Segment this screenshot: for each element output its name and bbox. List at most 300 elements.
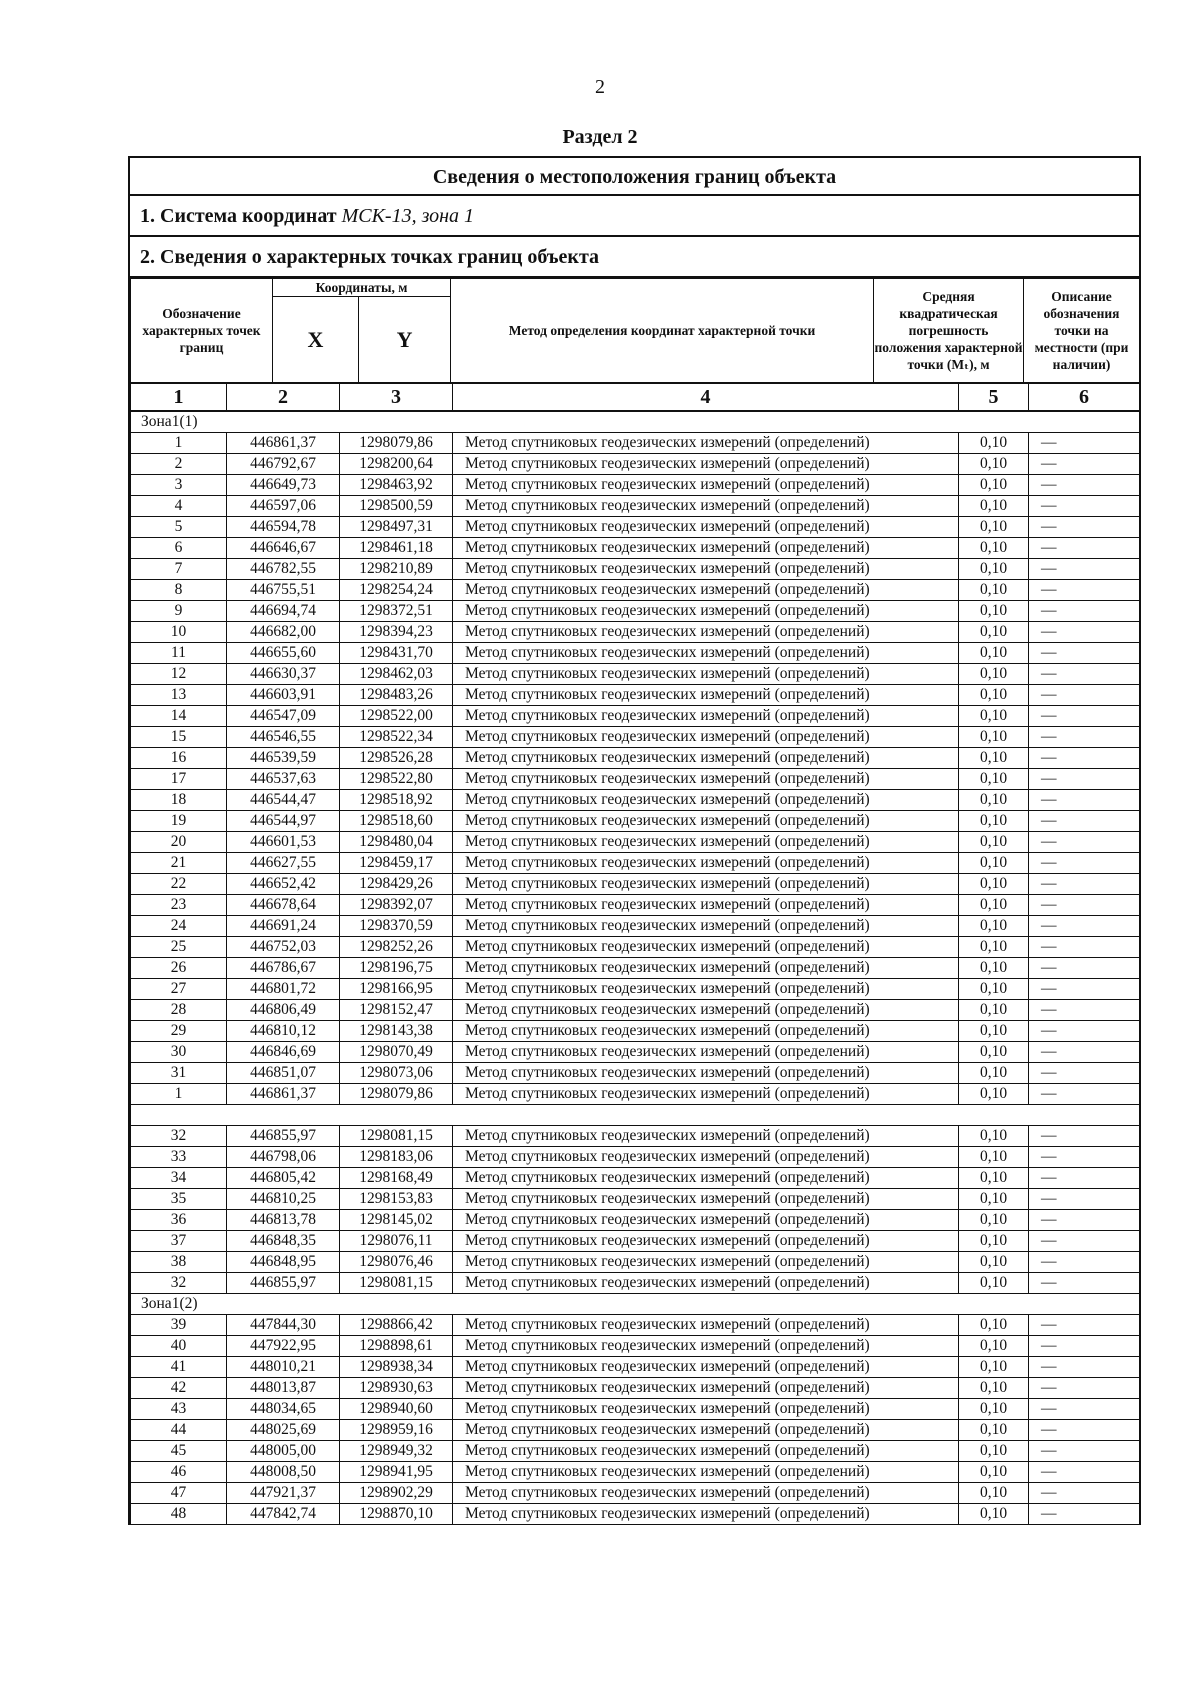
table-row <box>131 1168 1140 1189</box>
coord-x: 446547,09 <box>227 706 340 727</box>
description-cell: — <box>1029 1231 1140 1252</box>
coord-x: 446544,47 <box>227 790 340 811</box>
point-number: 13 <box>131 685 227 706</box>
table-row <box>131 853 1140 874</box>
error-cell: 0,10 <box>959 538 1029 559</box>
coord-y: 1298196,75 <box>340 958 453 979</box>
table-row <box>131 538 1140 559</box>
point-number: 44 <box>131 1420 227 1441</box>
column-number: 1 <box>131 384 227 411</box>
point-number: 28 <box>131 1000 227 1021</box>
description-cell: — <box>1029 1462 1140 1483</box>
method-cell: Метод спутниковых геодезических измерений (определений) <box>453 622 959 643</box>
coord-y: 1298949,32 <box>340 1441 453 1462</box>
coord-y: 1298522,00 <box>340 706 453 727</box>
coord-y: 1298500,59 <box>340 496 453 517</box>
coord-x: 448034,65 <box>227 1399 340 1420</box>
point-number: 42 <box>131 1378 227 1399</box>
point-number: 43 <box>131 1399 227 1420</box>
table-row <box>131 832 1140 853</box>
method-cell: Метод спутниковых геодезических измерений (определений) <box>453 1084 959 1105</box>
table-row <box>131 496 1140 517</box>
description-cell: — <box>1029 874 1140 895</box>
table-row <box>131 1189 1140 1210</box>
coord-x: 446792,67 <box>227 454 340 475</box>
table-title: Сведения о местоположения границ объекта <box>130 158 1139 196</box>
point-number: 21 <box>131 853 227 874</box>
error-cell: 0,10 <box>959 895 1029 916</box>
coord-y: 1298429,26 <box>340 874 453 895</box>
point-number: 19 <box>131 811 227 832</box>
coord-x: 446848,95 <box>227 1252 340 1273</box>
coord-x: 446603,91 <box>227 685 340 706</box>
description-cell: — <box>1029 1315 1140 1336</box>
description-cell: — <box>1029 622 1140 643</box>
description-cell: — <box>1029 1273 1140 1294</box>
point-number: 35 <box>131 1189 227 1210</box>
coord-x: 446855,97 <box>227 1273 340 1294</box>
coord-y: 1298183,06 <box>340 1147 453 1168</box>
method-cell: Метод спутниковых геодезических измерений (определений) <box>453 1000 959 1021</box>
method-cell: Метод спутниковых геодезических измерений (определений) <box>453 1462 959 1483</box>
coord-y: 1298483,26 <box>340 685 453 706</box>
coord-x: 446655,60 <box>227 643 340 664</box>
point-number: 9 <box>131 601 227 622</box>
coord-x: 446810,25 <box>227 1189 340 1210</box>
description-cell: — <box>1029 916 1140 937</box>
coord-x: 448013,87 <box>227 1378 340 1399</box>
column-number: 4 <box>453 384 959 411</box>
point-number: 46 <box>131 1462 227 1483</box>
method-cell: Метод спутниковых геодезических измерений (определений) <box>453 853 959 874</box>
table-row <box>131 1084 1140 1105</box>
point-number: 36 <box>131 1210 227 1231</box>
point-number: 27 <box>131 979 227 1000</box>
point-number: 17 <box>131 769 227 790</box>
error-cell: 0,10 <box>959 517 1029 538</box>
error-cell: 0,10 <box>959 1000 1029 1021</box>
error-cell: 0,10 <box>959 664 1029 685</box>
header-error: Средняя квадратическая погрешность положения характерной точки (Mₜ), м <box>874 279 1024 383</box>
coord-x: 446546,55 <box>227 727 340 748</box>
table-row <box>131 643 1140 664</box>
description-cell: — <box>1029 601 1140 622</box>
coord-x: 446851,07 <box>227 1063 340 1084</box>
point-number: 7 <box>131 559 227 580</box>
method-cell: Метод спутниковых геодезических измерений (определений) <box>453 1357 959 1378</box>
table-row <box>131 1231 1140 1252</box>
table-row <box>131 1021 1140 1042</box>
table-row <box>131 748 1140 769</box>
method-cell: Метод спутниковых геодезических измерений (определений) <box>453 1399 959 1420</box>
coord-x: 446537,63 <box>227 769 340 790</box>
table-row <box>131 1483 1140 1504</box>
column-header-table <box>130 278 1140 383</box>
method-cell: Метод спутниковых геодезических измерений (определений) <box>453 1420 959 1441</box>
error-cell: 0,10 <box>959 1231 1029 1252</box>
coord-y: 1298959,16 <box>340 1420 453 1441</box>
point-number: 31 <box>131 1063 227 1084</box>
description-cell: — <box>1029 1357 1140 1378</box>
table-row <box>131 1147 1140 1168</box>
method-cell: Метод спутниковых геодезических измерений (определений) <box>453 769 959 790</box>
coord-y: 1298941,95 <box>340 1462 453 1483</box>
coord-x: 446594,78 <box>227 517 340 538</box>
method-cell: Метод спутниковых геодезических измерений (определений) <box>453 1273 959 1294</box>
column-number-row <box>130 383 1140 411</box>
coord-x: 448025,69 <box>227 1420 340 1441</box>
table-row <box>131 685 1140 706</box>
description-cell: — <box>1029 958 1140 979</box>
error-cell: 0,10 <box>959 559 1029 580</box>
coord-y: 1298372,51 <box>340 601 453 622</box>
column-number: 5 <box>959 384 1029 411</box>
method-cell: Метод спутниковых геодезических измерений (определений) <box>453 832 959 853</box>
error-cell: 0,10 <box>959 832 1029 853</box>
error-cell: 0,10 <box>959 706 1029 727</box>
point-number: 25 <box>131 937 227 958</box>
error-cell: 0,10 <box>959 979 1029 1000</box>
description-cell: — <box>1029 811 1140 832</box>
error-cell: 0,10 <box>959 1084 1029 1105</box>
coord-y: 1298462,03 <box>340 664 453 685</box>
point-number: 2 <box>131 454 227 475</box>
table-row <box>131 1210 1140 1231</box>
coord-x: 446848,35 <box>227 1231 340 1252</box>
error-cell: 0,10 <box>959 622 1029 643</box>
point-number: 26 <box>131 958 227 979</box>
zone-label: Зона1(1) <box>131 412 1140 433</box>
coord-x: 446810,12 <box>227 1021 340 1042</box>
error-cell: 0,10 <box>959 769 1029 790</box>
coord-x: 447921,37 <box>227 1483 340 1504</box>
table-row <box>131 559 1140 580</box>
error-cell: 0,10 <box>959 1378 1029 1399</box>
method-cell: Метод спутниковых геодезических измерений (определений) <box>453 1315 959 1336</box>
coord-y: 1298210,89 <box>340 559 453 580</box>
point-number: 14 <box>131 706 227 727</box>
method-cell: Метод спутниковых геодезических измерений (определений) <box>453 454 959 475</box>
method-cell: Метод спутниковых геодезических измерений (определений) <box>453 958 959 979</box>
table-row <box>131 475 1140 496</box>
column-number: 2 <box>227 384 340 411</box>
point-number: 3 <box>131 475 227 496</box>
description-cell: — <box>1029 1378 1140 1399</box>
point-number: 22 <box>131 874 227 895</box>
method-cell: Метод спутниковых геодезических измерений (определений) <box>453 1231 959 1252</box>
coord-x: 446682,00 <box>227 622 340 643</box>
coord-y: 1298152,47 <box>340 1000 453 1021</box>
point-number: 6 <box>131 538 227 559</box>
table-row <box>131 601 1140 622</box>
error-cell: 0,10 <box>959 811 1029 832</box>
table-row <box>131 1042 1140 1063</box>
coord-y: 1298866,42 <box>340 1315 453 1336</box>
point-number: 48 <box>131 1504 227 1525</box>
point-number: 38 <box>131 1252 227 1273</box>
coord-y: 1298461,18 <box>340 538 453 559</box>
table-row <box>131 979 1140 1000</box>
description-cell: — <box>1029 538 1140 559</box>
method-cell: Метод спутниковых геодезических измерений (определений) <box>453 1147 959 1168</box>
zone-label: Зона1(2) <box>131 1294 1140 1315</box>
method-cell: Метод спутниковых геодезических измерений (определений) <box>453 916 959 937</box>
coord-y: 1298252,26 <box>340 937 453 958</box>
method-cell: Метод спутниковых геодезических измерений (определений) <box>453 1210 959 1231</box>
table-row <box>131 937 1140 958</box>
table-row <box>131 1378 1140 1399</box>
table-row <box>131 874 1140 895</box>
table-row <box>131 664 1140 685</box>
coord-y: 1298079,86 <box>340 433 453 454</box>
description-cell: — <box>1029 1084 1140 1105</box>
method-cell: Метод спутниковых геодезических измерений (определений) <box>453 1168 959 1189</box>
coord-y: 1298079,86 <box>340 1084 453 1105</box>
method-cell: Метод спутниковых геодезических измерений (определений) <box>453 517 959 538</box>
coord-y: 1298463,92 <box>340 475 453 496</box>
error-cell: 0,10 <box>959 1420 1029 1441</box>
method-cell: Метод спутниковых геодезических измерений (определений) <box>453 643 959 664</box>
coord-y: 1298070,49 <box>340 1042 453 1063</box>
table-row <box>131 790 1140 811</box>
header-y: Y <box>359 297 451 383</box>
point-number: 41 <box>131 1357 227 1378</box>
point-number: 32 <box>131 1273 227 1294</box>
table-row <box>131 895 1140 916</box>
method-cell: Метод спутниковых геодезических измерений (определений) <box>453 811 959 832</box>
method-cell: Метод спутниковых геодезических измерений (определений) <box>453 790 959 811</box>
point-number: 33 <box>131 1147 227 1168</box>
point-number: 1 <box>131 433 227 454</box>
description-cell: — <box>1029 832 1140 853</box>
error-cell: 0,10 <box>959 1336 1029 1357</box>
error-cell: 0,10 <box>959 1315 1029 1336</box>
coord-y: 1298526,28 <box>340 748 453 769</box>
description-cell: — <box>1029 979 1140 1000</box>
coord-y: 1298522,34 <box>340 727 453 748</box>
error-cell: 0,10 <box>959 433 1029 454</box>
table-row <box>131 811 1140 832</box>
coord-y: 1298166,95 <box>340 979 453 1000</box>
description-cell: — <box>1029 1504 1140 1525</box>
description-cell: — <box>1029 853 1140 874</box>
coord-x: 446806,49 <box>227 1000 340 1021</box>
description-cell: — <box>1029 1399 1140 1420</box>
coord-y: 1298394,23 <box>340 622 453 643</box>
method-cell: Метод спутниковых геодезических измерений (определений) <box>453 937 959 958</box>
coord-y: 1298370,59 <box>340 916 453 937</box>
error-cell: 0,10 <box>959 1042 1029 1063</box>
point-number: 40 <box>131 1336 227 1357</box>
description-cell: — <box>1029 1000 1140 1021</box>
coord-x: 447844,30 <box>227 1315 340 1336</box>
coord-x: 446652,42 <box>227 874 340 895</box>
error-cell: 0,10 <box>959 937 1029 958</box>
description-cell: — <box>1029 1336 1140 1357</box>
method-cell: Метод спутниковых геодезических измерений (определений) <box>453 1063 959 1084</box>
table-row <box>131 1441 1140 1462</box>
table-row <box>131 1000 1140 1021</box>
coord-y: 1298902,29 <box>340 1483 453 1504</box>
coord-x: 448010,21 <box>227 1357 340 1378</box>
coord-y: 1298898,61 <box>340 1336 453 1357</box>
table-row <box>131 1336 1140 1357</box>
header-designation: Обозначение характерных точек границ <box>131 279 273 383</box>
point-number: 5 <box>131 517 227 538</box>
description-cell: — <box>1029 1483 1140 1504</box>
coord-y: 1298200,64 <box>340 454 453 475</box>
description-cell: — <box>1029 1021 1140 1042</box>
description-cell: — <box>1029 1420 1140 1441</box>
method-cell: Метод спутниковых геодезических измерений (определений) <box>453 706 959 727</box>
error-cell: 0,10 <box>959 1021 1029 1042</box>
method-cell: Метод спутниковых геодезических измерений (определений) <box>453 580 959 601</box>
method-cell: Метод спутниковых геодезических измерений (определений) <box>453 1483 959 1504</box>
table-row <box>131 706 1140 727</box>
error-cell: 0,10 <box>959 727 1029 748</box>
coord-y: 1298930,63 <box>340 1378 453 1399</box>
point-number: 37 <box>131 1231 227 1252</box>
coord-y: 1298168,49 <box>340 1168 453 1189</box>
coord-x: 446597,06 <box>227 496 340 517</box>
error-cell: 0,10 <box>959 748 1029 769</box>
method-cell: Метод спутниковых геодезических измерений (определений) <box>453 1042 959 1063</box>
error-cell: 0,10 <box>959 685 1029 706</box>
coord-x: 446782,55 <box>227 559 340 580</box>
coord-x: 446801,72 <box>227 979 340 1000</box>
error-cell: 0,10 <box>959 1462 1029 1483</box>
table-row <box>131 1252 1140 1273</box>
coord-x: 446861,37 <box>227 433 340 454</box>
method-cell: Метод спутниковых геодезических измерений (определений) <box>453 538 959 559</box>
description-cell: — <box>1029 580 1140 601</box>
description-cell: — <box>1029 433 1140 454</box>
description-cell: — <box>1029 1147 1140 1168</box>
coord-x: 446805,42 <box>227 1168 340 1189</box>
coord-x: 446678,64 <box>227 895 340 916</box>
zone-row <box>131 1105 1140 1126</box>
coord-x: 446813,78 <box>227 1210 340 1231</box>
header-description: Описание обозначения точки на местности (при наличии) <box>1024 279 1140 383</box>
error-cell: 0,10 <box>959 580 1029 601</box>
coord-x: 447922,95 <box>227 1336 340 1357</box>
section-title: Раздел 2 <box>562 126 638 148</box>
method-cell: Метод спутниковых геодезических измерений (определений) <box>453 727 959 748</box>
table-row <box>131 1063 1140 1084</box>
error-cell: 0,10 <box>959 475 1029 496</box>
method-cell: Метод спутниковых геодезических измерений (определений) <box>453 496 959 517</box>
zone-row <box>131 412 1140 433</box>
table-row <box>131 727 1140 748</box>
coord-y: 1298254,24 <box>340 580 453 601</box>
method-cell: Метод спутниковых геодезических измерений (определений) <box>453 1441 959 1462</box>
method-cell: Метод спутниковых геодезических измерений (определений) <box>453 433 959 454</box>
coord-x: 446755,51 <box>227 580 340 601</box>
method-cell: Метод спутниковых геодезических измерений (определений) <box>453 895 959 916</box>
table-row <box>131 1504 1140 1525</box>
point-number: 47 <box>131 1483 227 1504</box>
coord-x: 446861,37 <box>227 1084 340 1105</box>
coord-y: 1298431,70 <box>340 643 453 664</box>
description-cell: — <box>1029 1042 1140 1063</box>
point-number: 20 <box>131 832 227 853</box>
method-cell: Метод спутниковых геодезических измерений (определений) <box>453 979 959 1000</box>
zone-row <box>131 1294 1140 1315</box>
table-row <box>131 1273 1140 1294</box>
description-cell: — <box>1029 1252 1140 1273</box>
header-coordinates: Координаты, м <box>273 279 451 297</box>
coord-x: 446627,55 <box>227 853 340 874</box>
description-cell: — <box>1029 1210 1140 1231</box>
coord-y: 1298143,38 <box>340 1021 453 1042</box>
error-cell: 0,10 <box>959 1357 1029 1378</box>
error-cell: 0,10 <box>959 1168 1029 1189</box>
method-cell: Метод спутниковых геодезических измерений (определений) <box>453 475 959 496</box>
error-cell: 0,10 <box>959 1063 1029 1084</box>
coord-y: 1298145,02 <box>340 1210 453 1231</box>
error-cell: 0,10 <box>959 643 1029 664</box>
point-number: 32 <box>131 1126 227 1147</box>
description-cell: — <box>1029 790 1140 811</box>
description-cell: — <box>1029 748 1140 769</box>
error-cell: 0,10 <box>959 1210 1029 1231</box>
point-number: 1 <box>131 1084 227 1105</box>
error-cell: 0,10 <box>959 1126 1029 1147</box>
description-cell: — <box>1029 517 1140 538</box>
table-row <box>131 454 1140 475</box>
method-cell: Метод спутниковых геодезических измерений (определений) <box>453 1252 959 1273</box>
zone-label <box>131 1105 1140 1126</box>
description-cell: — <box>1029 895 1140 916</box>
coord-x: 446539,59 <box>227 748 340 769</box>
coord-y: 1298392,07 <box>340 895 453 916</box>
coord-y: 1298870,10 <box>340 1504 453 1525</box>
boundary-table-frame <box>128 156 1141 1525</box>
coord-y: 1298940,60 <box>340 1399 453 1420</box>
method-cell: Метод спутниковых геодезических измерений (определений) <box>453 1126 959 1147</box>
table-row <box>131 1462 1140 1483</box>
method-cell: Метод спутниковых геодезических измерений (определений) <box>453 664 959 685</box>
description-cell: — <box>1029 454 1140 475</box>
coord-x: 446786,67 <box>227 958 340 979</box>
point-number: 8 <box>131 580 227 601</box>
method-cell: Метод спутниковых геодезических измерений (определений) <box>453 748 959 769</box>
point-number: 23 <box>131 895 227 916</box>
description-cell: — <box>1029 475 1140 496</box>
coord-y: 1298081,15 <box>340 1126 453 1147</box>
description-cell: — <box>1029 706 1140 727</box>
table-row <box>131 1420 1140 1441</box>
description-cell: — <box>1029 769 1140 790</box>
method-cell: Метод спутниковых геодезических измерений (определений) <box>453 1504 959 1525</box>
description-cell: — <box>1029 1168 1140 1189</box>
table-row <box>131 1315 1140 1336</box>
point-number: 39 <box>131 1315 227 1336</box>
coord-y: 1298076,46 <box>340 1252 453 1273</box>
error-cell: 0,10 <box>959 454 1029 475</box>
coord-y: 1298497,31 <box>340 517 453 538</box>
error-cell: 0,10 <box>959 1273 1029 1294</box>
error-cell: 0,10 <box>959 1399 1029 1420</box>
error-cell: 0,10 <box>959 1252 1029 1273</box>
coord-x: 446646,67 <box>227 538 340 559</box>
error-cell: 0,10 <box>959 1483 1029 1504</box>
coord-x: 446601,53 <box>227 832 340 853</box>
coord-x: 446649,73 <box>227 475 340 496</box>
description-cell: — <box>1029 664 1140 685</box>
coord-x: 448008,50 <box>227 1462 340 1483</box>
method-cell: Метод спутниковых геодезических измерений (определений) <box>453 601 959 622</box>
